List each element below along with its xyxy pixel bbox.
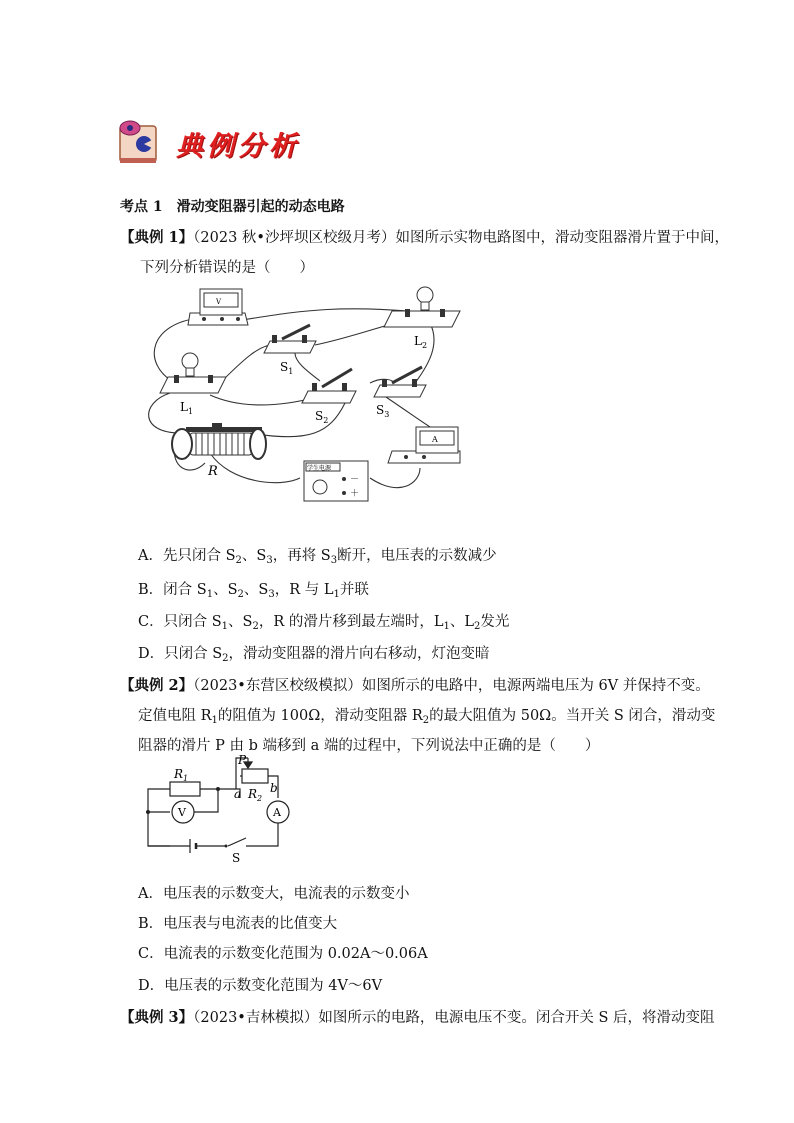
q2-line-1: 【典例 2】（2023•东营区校级模拟）如图所示的电路中，电源两端电压为 6V 并保持不变。 xyxy=(120,677,710,694)
q1-option-a: A．先只闭合 $S_2$、$S_3$，再将 $S_3$断开，电压表的示数减少 xyxy=(138,548,497,566)
q2-option-b: B．电压表与电流表的比值变大 xyxy=(138,916,338,932)
q2-tag: 【典例 2】 xyxy=(120,677,194,694)
heading-title: 典例分析 xyxy=(176,131,300,162)
q1-line-2: 下列分析错误的是（ ） xyxy=(140,260,314,276)
q1-line-1: 【典例 1】（2023 秋•沙坪坝区校级月考）如图所示实物电路图中，滑动变阻器滑片置于中间， xyxy=(120,229,729,246)
q1-tag: 【典例 1】 xyxy=(120,229,194,246)
q1-option-b: B．闭合 $S_1$、$S_2$、$S_3$，R 与 $L_1$并联 xyxy=(138,582,369,600)
q3-line-1: 【典例 3】（2023•吉林模拟）如图所示的电路，电源电压不变。闭合开关 S 后，将滑动变阻 xyxy=(120,1009,715,1026)
q1-option-d: D．只闭合 $S_2$，滑动变阻器的滑片向右移动，灯泡变暗 xyxy=(138,646,490,664)
rheostat-R xyxy=(172,423,266,479)
svg-text:S2: $S_2$ xyxy=(315,409,329,425)
section-title: 考点 1 滑动变阻器引起的动态电路 xyxy=(120,199,345,215)
q2-option-a: A．电压表的示数变大，电流表的示数变小 xyxy=(138,886,410,902)
switch-S1 xyxy=(264,325,316,376)
q3-tag: 【典例 3】 xyxy=(120,1009,194,1026)
svg-text:V: V xyxy=(178,806,186,819)
svg-text:L2: $L_2$ xyxy=(414,334,428,350)
svg-text:＋: ＋ xyxy=(350,489,360,499)
svg-text:a: a xyxy=(234,787,242,801)
q2-option-c: C．电流表的示数变化范围为 0.02A～0.06A xyxy=(138,946,428,962)
svg-text:L1: $L_1$ xyxy=(180,400,194,416)
svg-text:R1: $R_1$ xyxy=(174,767,189,783)
svg-text:R: R xyxy=(208,464,218,479)
svg-text:A: A xyxy=(273,806,281,819)
switch-S3 xyxy=(374,367,426,419)
svg-text:b: b xyxy=(270,781,278,795)
svg-text:S: S xyxy=(232,851,241,865)
voltmeter xyxy=(188,289,248,325)
svg-text:－: － xyxy=(350,475,360,485)
voltmeter-label: V xyxy=(216,298,222,306)
ammeter xyxy=(388,427,460,463)
power-supply xyxy=(304,461,368,501)
svg-text:学生电源: 学生电源 xyxy=(307,465,332,472)
switch-S2 xyxy=(302,369,356,425)
lamp-L1 xyxy=(160,353,226,416)
q2-line-2: 定值电阻 $R_1$的阻值为 100Ω，滑动变阻器 $R_2$的最大阻值为 50Ω。当开关 S 闭合，滑动变 xyxy=(138,708,716,726)
q2-option-d: D．电压表的示数变化范围为 4V～6V xyxy=(138,978,383,994)
svg-text:S1: $S_1$ xyxy=(280,360,294,376)
ammeter-label: A xyxy=(432,435,438,444)
q2-line-3: 阻器的滑片 P 由 b 端移到 a 端的过程中，下列说法中正确的是（ ） xyxy=(138,738,600,754)
svg-text:R2: $R_2$ xyxy=(248,787,263,803)
svg-text:S3: $S_3$ xyxy=(376,403,390,419)
lamp-L2 xyxy=(384,287,460,350)
q1-option-c: C．只闭合 $S_1$、$S_2$，R 的滑片移到最左端时，$L_1$、$L_2$发光 xyxy=(138,614,510,632)
q2-circuit-figure xyxy=(140,746,300,871)
svg-text:P: P xyxy=(238,753,247,767)
q1-circuit-figure xyxy=(130,283,470,508)
